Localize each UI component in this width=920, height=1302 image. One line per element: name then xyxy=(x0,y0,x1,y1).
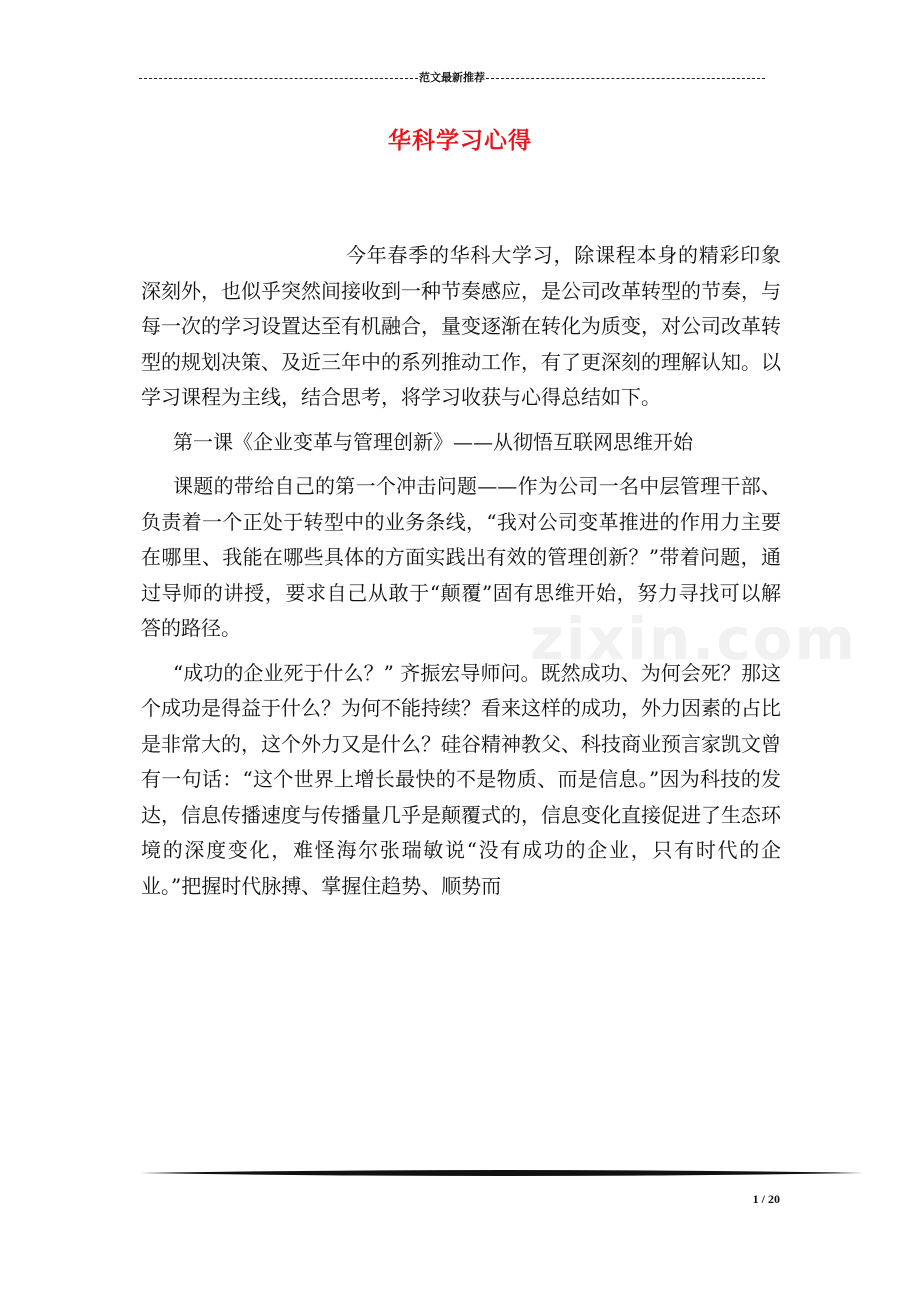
watermark: zixin.com xyxy=(530,605,857,673)
header-dash-left xyxy=(139,78,418,79)
footer-divider xyxy=(140,1168,864,1178)
page-number: 1 / 20 xyxy=(752,1192,780,1206)
paragraph-lesson-heading: 第一课《企业变革与管理创新》——从彻悟互联网思维开始 xyxy=(173,429,693,454)
document-title: 华科学习心得 xyxy=(388,128,532,154)
header-label: 范文最新推荐 xyxy=(419,71,485,84)
document-body xyxy=(141,238,781,913)
page-header xyxy=(139,68,765,86)
paragraph-intro: 今年春季的华科大学习，除课程本身的精彩印象深刻外，也似乎突然间接收到一种节奏感应，是公司改革转型的节奏，与每一次的学习设置达至有机融合，量变逐渐在转化为质变，对公司改革转型的规划决策、及近三年中的系列推动工作，有了更深刻的理解认知。以学习课程为主线，结合思考，将学习收获与心得总结如下。 xyxy=(141,243,781,409)
paragraph-success-question: “成功的企业死于什么？” 齐振宏导师问。既然成功、为何会死？那这个成功是得益于什么？为何不能持续？看来这样的成功，外力因素的占比是非常大的，这个外力又是什么？硅谷精神教父、科技商业预言家凯文曾有一句话：“这个世界上增长最快的不是物质、而是信息。”因为科技的发达，信息传播速度与传播量几乎是颠覆式的，信息变化直接促进了生态环境的深度变化，难怪海尔张瑞敏说“没有成功的企业，只有时代的企业。”把握时代脉搏、掌握住趋势、顺势而 xyxy=(141,660,781,898)
paragraph-lesson-question: 课题的带给自己的第一个冲击问题——作为公司一名中层管理干部、负责着一个正处于转型中的业务条线，“我对公司变革推进的作用力主要在哪里、我能在哪些具体的方面实践出有效的管理创新？”带着问题，通过导师的讲授，要求自己从敢于“颠覆”固有思维开始，努力寻找可以解答的路径。 xyxy=(141,474,781,640)
header-dash-right xyxy=(486,78,765,79)
